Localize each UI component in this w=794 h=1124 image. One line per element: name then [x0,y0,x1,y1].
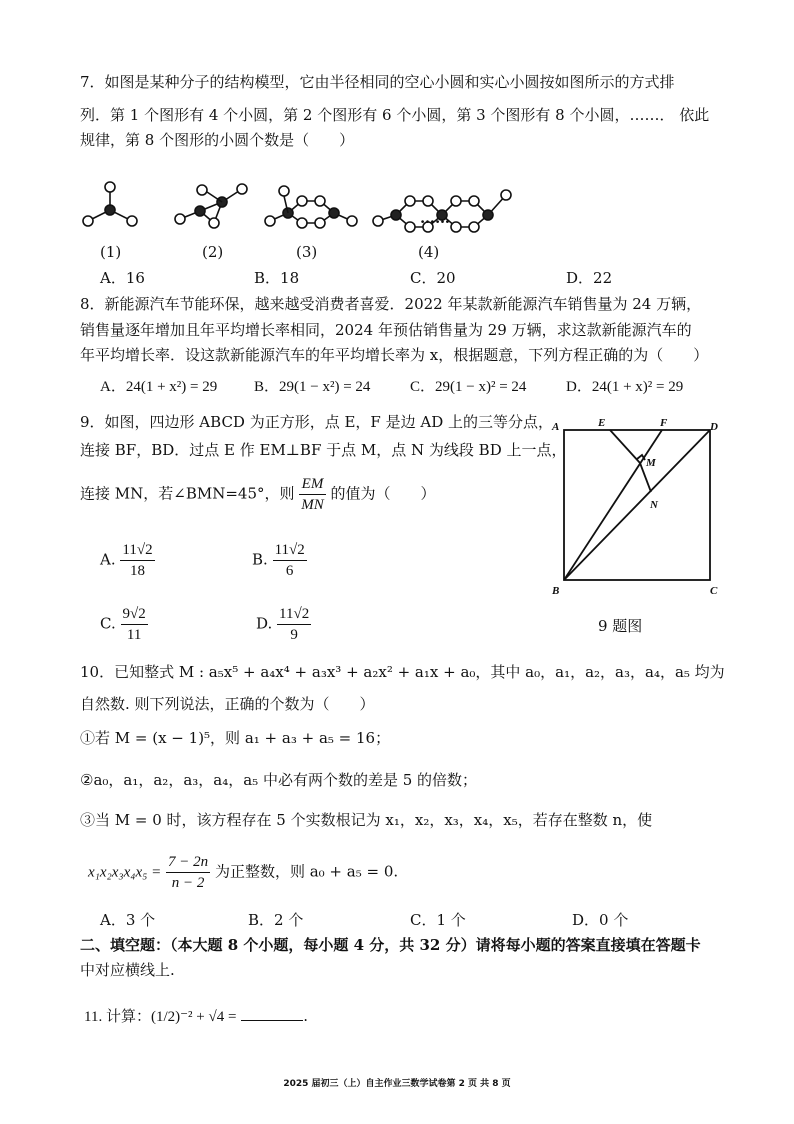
q9-segment-em [610,430,640,463]
q7-line-2: 列．第 1 个图形有 4 个小圆，第 2 个图形有 6 个小圆，第 3 个图形有 8 个小圆，……． 依此 [80,106,710,124]
q10-statement-3-condition [88,852,398,893]
q8-option-d: D．24(1 + x)² = 29 [566,379,684,395]
q9-ratio-denominator: MN [301,497,324,513]
q11-expression: 11. 计算：(1/2)⁻² + √4 = [84,1009,237,1025]
q9-ratio-numerator: EM [299,474,326,495]
q9-option-a-letter: A. [100,550,116,569]
q9-option-b [252,540,307,581]
q9-option-a-fraction [120,540,154,581]
q10-option-b: B．2 个 [248,911,304,929]
q10-option-a: A．3 个 [100,911,156,929]
q10-condition-suffix: 为正整数，则 a₀ + a₅ = 0. [214,862,399,881]
q9-segment-bf [564,430,662,580]
q9-label-e: E [598,417,606,429]
q11-answer-blank[interactable] [241,1006,303,1021]
q9-option-c-fraction [121,604,148,645]
q7-option-b: B．18 [254,269,300,287]
q9-line-1: 9．如图，四边形 ABCD 为正方形，点 E，F 是边 AD 上的三等分点， [80,413,554,431]
q9-option-c-denominator: 11 [126,627,142,643]
q10-fraction [166,852,210,893]
q8-line-2: 销售量逐年增加且年平均增长率相同，2024 年预估销售量为 29 万辆，求这款新能源汽车的 [80,321,692,339]
page-footer: 2025 届初三（上）自主作业三数学试卷第 2 页 共 8 页 [283,1079,511,1089]
q8-option-c: C．29(1 − x)² = 24 [410,379,527,395]
q7-line-3: 规律，第 8 个图形的小圆个数是（ ） [80,131,355,149]
q9-label-d: D [710,421,718,433]
q9-segment-bd [564,430,710,580]
q9-option-c-numerator: 9√2 [121,604,148,625]
q10-option-d: D．0 个 [572,911,629,929]
q9-label-n: N [650,499,658,511]
q9-option-d-fraction [277,604,311,645]
q9-option-a [100,540,155,581]
q10-statement-2: ②a₀，a₁，a₂，a₃，a₄，a₅ 中必有两个数的差是 5 的倍数； [80,771,478,789]
q9-label-m: M [646,457,656,469]
q9-label-b: B [552,585,560,597]
q9-option-a-denominator: 18 [129,563,145,579]
q8-line-3: 年平均增长率．设这款新能源汽车的年平均增长率为 x，根据题意，下列方程正确的为（ ） [80,346,709,364]
section-2-heading-cont: 中对应横线上. [80,961,175,979]
q9-line-3-text: 连接 MN，若∠BMN=45°，则 [80,484,295,503]
q10-option-c: C．1 个 [410,911,466,929]
q11 [84,1006,308,1027]
q9-figure-caption: 9 题图 [598,617,643,635]
q9-option-d-letter: D. [256,614,273,633]
q9-option-b-letter: B. [252,550,268,569]
q9-line-2: 连接 BF，BD．过点 E 作 EM⊥BF 于点 M，点 N 为线段 BD 上一点， [80,441,567,459]
q10-fraction-denominator: n − 2 [171,875,205,891]
q10-line-1: 10．已知整式 M : a₅x⁵ + a₄x⁴ + a₃x³ + a₂x² + a₁x + a₀，其中 a₀，a₁，a₂，a₃，a₄，a₅ 均为 [80,663,725,681]
q7-figure-label-2: (2) [202,243,224,261]
q9-ratio-fraction [299,474,326,515]
q7-figure-label-4: (4) [418,243,440,261]
q7-figure-label-3: (3) [296,243,318,261]
q9-right-angle-mark [637,455,645,460]
q7-continuation-dots: …… [420,209,450,227]
q7-option-d: D．22 [566,269,613,287]
q9-option-d-numerator: 11√2 [277,604,311,625]
q10-statement-1: ①若 M = (x − 1)⁵，则 a₁ + a₃ + a₅ = 16； [80,729,391,747]
q7-line-1: 7．如图是某种分子的结构模型，它由半径相同的空心小圆和实心小圆按如图所示的方式排 [80,73,675,91]
q8-option-a: A．24(1 + x²) = 29 [100,379,218,395]
q9-option-c-letter: C. [100,614,116,633]
q9-option-b-denominator: 6 [285,563,294,579]
q8-option-b: B．29(1 − x²) = 24 [254,379,371,395]
q9-option-b-fraction [273,540,307,581]
q10-fraction-numerator: 7 − 2n [166,852,210,873]
q10-statement-3: ③当 M = 0 时，该方程存在 5 个实数根记为 x₁，x₂，x₃，x₄，x₅，若存在整数 n，使 [80,811,653,829]
q9-option-d [256,604,311,645]
section-2-heading: 二、填空题：（本大题 8 个小题，每小题 4 分，共 32 分）请将每小题的答案直接填在答题卡 [80,936,701,954]
q10-line-2: 自然数. 则下列说法，正确的个数为（ ） [80,695,375,713]
q11-period: . [303,1007,308,1025]
q9-label-a: A [552,421,560,433]
q9-label-f: F [660,417,668,429]
q8-line-1: 8．新能源汽车节能环保，越来越受消费者喜爱．2022 年某款新能源汽车销售量为 24 万辆， [80,295,702,313]
q9-line-3-suffix: 的值为（ ） [330,484,436,503]
q9-label-c: C [710,585,718,597]
q9-square-figure [548,416,728,602]
q9-option-a-numerator: 11√2 [120,540,154,561]
q7-option-c: C．20 [410,269,456,287]
q7-figure-label-1: (1) [100,243,122,261]
q9-option-c [100,604,148,645]
q10-product: x₁x₂x₃x₄x₅ = [88,864,162,881]
q9-line-3 [80,474,436,515]
q9-option-b-numerator: 11√2 [273,540,307,561]
q7-option-a: A．16 [100,269,145,287]
q9-option-d-denominator: 9 [290,627,298,643]
